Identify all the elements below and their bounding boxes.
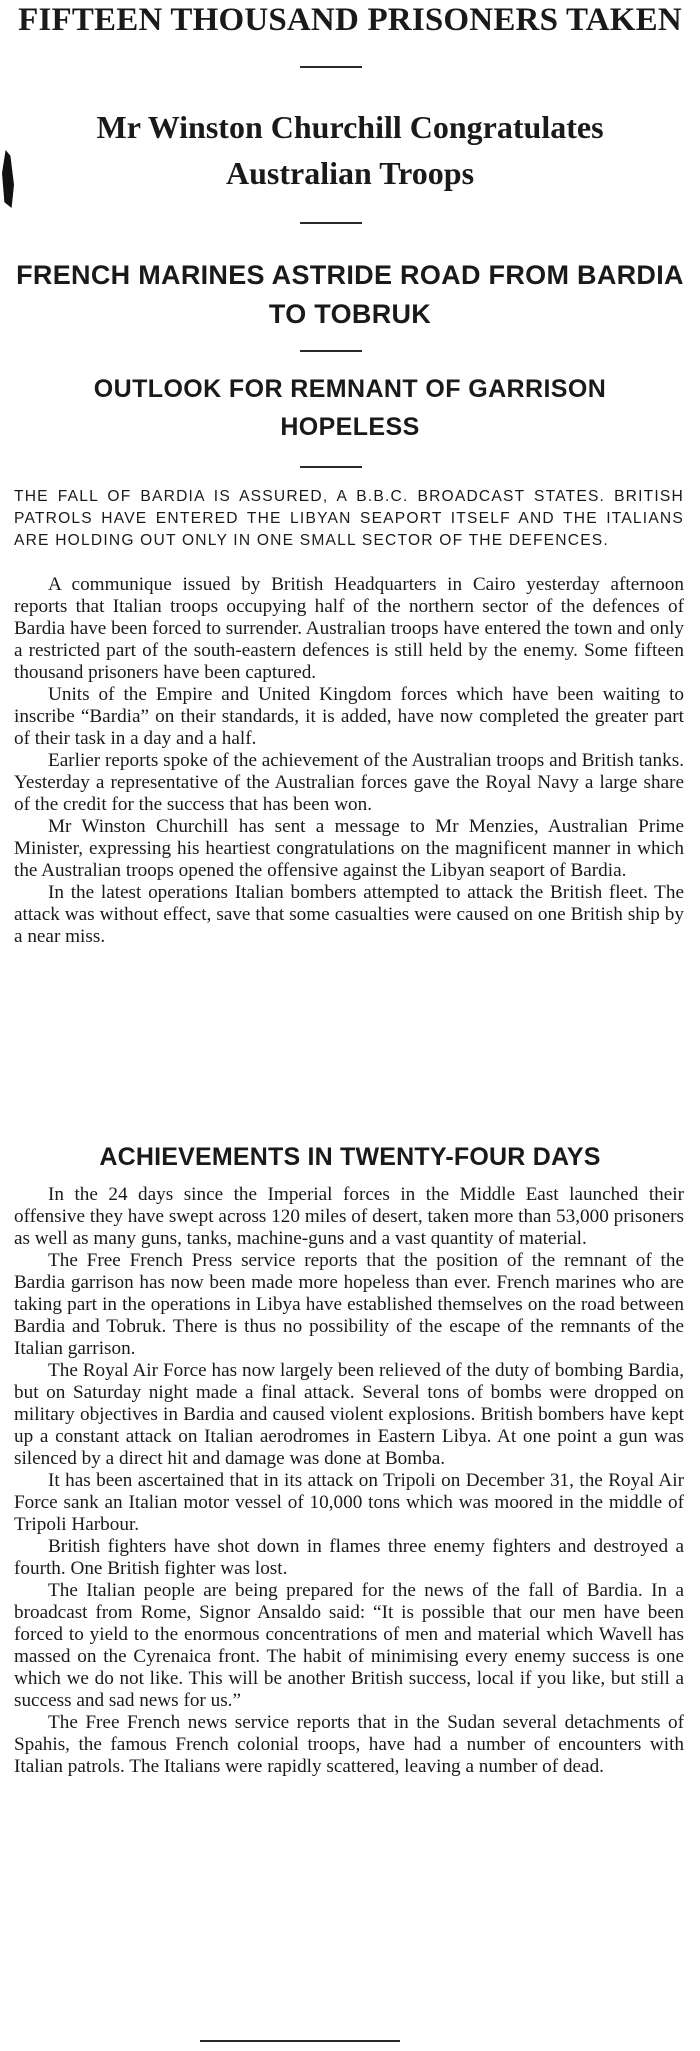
section-heading: ACHIEVEMENTS IN TWENTY-FOUR DAYS — [99, 1143, 601, 1171]
deck-heading-2: OUTLOOK FOR REMNANT OF GARRISON HOPELESS — [93, 375, 607, 441]
headline: FIFTEEN THOUSAND PRISONERS TAKEN — [18, 2, 682, 38]
divider-rule — [300, 350, 362, 352]
body-paragraph: A communique issued by British Headquarters in Cairo yesterday afternoon reports that Italian troops occupying half of the northern sector of the defences of Bardia have been forced to surrender. Australian troops have entered the town and only a restricted part of the south-eastern defences is still held by the enemy. Some fifteen thousand prisoners have been captured. — [14, 574, 684, 683]
subhead: Mr Winston Churchill Congratulates Australian Troops — [96, 109, 604, 191]
body-paragraph: Earlier reports spoke of the achievement of the Australian troops and British tanks. Yesterday a representative of the Australian forces gave the Royal Navy a large share of the credit for the success that has been won. — [14, 750, 684, 815]
body-paragraph: In the latest operations Italian bombers attempted to attack the British fleet. The attack was without effect, save that some casualties were caused on one British ship by a near miss. — [14, 882, 684, 947]
body-paragraph: Units of the Empire and United Kingdom forces which have been waiting to inscribe “Bardia” on their standards, it is added, have now completed the greater part of their task in a day and a half. — [14, 684, 684, 749]
lead-paragraph: THE FALL OF BARDIA IS ASSURED, A B.B.C. BROADCAST STATES. BRITISH PATROLS HAVE ENTERED THE LIBYAN SEAPORT ITSELF AND THE ITALIANS ARE HOLDING OUT ONLY IN ONE SMALL SECTOR OF THE DEFENCES. — [14, 488, 684, 549]
torn-edge-mark — [2, 150, 14, 208]
body-paragraph: Mr Winston Churchill has sent a message to Mr Menzies, Australian Prime Minister, expressing his heartiest congratulations on the magnificent manner in which the Australian troops opened the offensive against the Libyan seaport of Bardia. — [14, 816, 684, 881]
divider-rule — [300, 466, 362, 468]
body-paragraph: The Royal Air Force has now largely been relieved of the duty of bombing Bardia, but on Saturday night made a final attack. Several tons of bombs were dropped on military objectives in Bardia and caused violent explosions. British bombers have kept up a constant attack on Italian aerodromes in Eastern Libya. At one point a gun was silenced by a direct hit and damage was done at Bomba. — [14, 1360, 684, 1469]
divider-rule — [300, 222, 362, 224]
body-paragraph: The Free French news service reports that in the Sudan several detachments of Spahis, the famous French colonial troops, have had a number of encounters with Italian patrols. The Italians were rapidly scattered, leaving a number of dead. — [14, 1712, 684, 1777]
deck-heading-1: FRENCH MARINES ASTRIDE ROAD FROM BARDIA TO TOBRUK — [16, 260, 684, 329]
body-paragraph: It has been ascertained that in its attack on Tripoli on December 31, the Royal Air Force sank an Italian motor vessel of 10,000 tons which was moored in the middle of Tripoli Harbour. — [14, 1470, 684, 1535]
divider-rule — [300, 66, 362, 68]
body-paragraph: In the 24 days since the Imperial forces in the Middle East launched their offensive they have swept across 120 miles of desert, taken more than 53,000 prisoners as well as many guns, tanks, machine-guns and a vast quantity of material. — [14, 1184, 684, 1249]
section-body — [14, 1184, 684, 1778]
body-paragraph: British fighters have shot down in flames three enemy fighters and destroyed a fourth. One British fighter was lost. — [14, 1536, 684, 1579]
article-body — [14, 574, 684, 948]
end-rule — [200, 2040, 400, 2042]
body-paragraph: The Italian people are being prepared for the news of the fall of Bardia. In a broadcast from Rome, Signor Ansaldo said: “It is possible that our men have been forced to yield to the enormous concentrations of men and material which Wavell has massed on the Cyrenaica front. The habit of minimising every enemy success is one which we do not like. This will be another British success, local if you like, but still a success and sad news for us.” — [14, 1580, 684, 1711]
body-paragraph: The Free French Press service reports that the position of the remnant of the Bardia garrison has now been made more hopeless than ever. French marines who are taking part in the operations in Libya have established themselves on the road between Bardia and Tobruk. There is thus no possibility of the escape of the remnants of the Italian garrison. — [14, 1250, 684, 1359]
